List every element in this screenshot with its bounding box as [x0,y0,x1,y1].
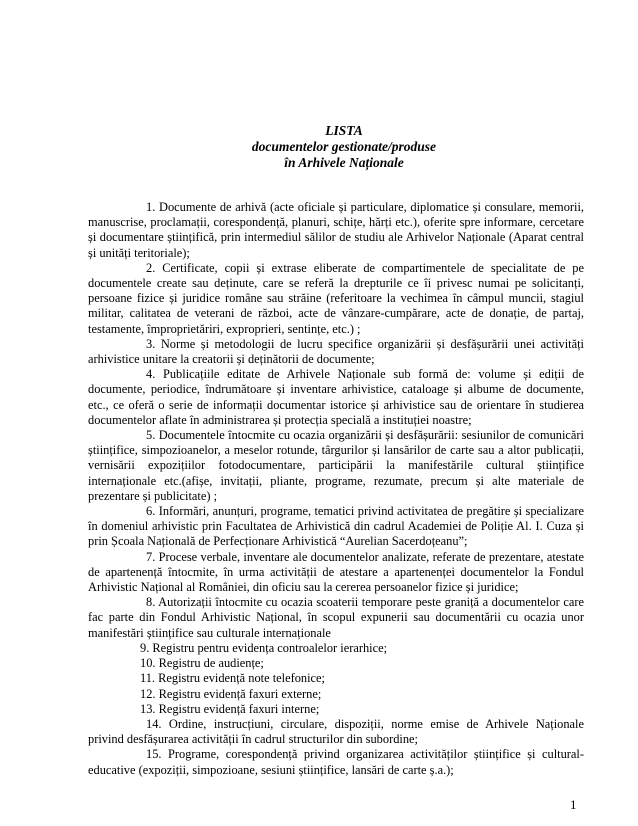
paragraph-3: 3. Norme și metodologii de lucru specifice organizării și desfășurării unei activități arhivistice unitare la creatorii și deținătorii de documente; [88,336,584,367]
register-item-13: 13. Registru evidență faxuri interne; [140,701,320,716]
title-line-2: documentelor gestionate/produse [251,139,437,154]
paragraph-8: 8. Autorizații întocmite cu ocazia scoaterii temporare peste graniță a documentelor care fac parte din Fondul Arhivistic Național, în scopul expunerii sau documentării cu ocazia unor manifestări științifice sau culturale internaționale [88,595,584,640]
register-item-11: 11. Registru evidență note telefonice; [140,671,325,686]
register-item-9: 9. Registru pentru evidența controalelor ierarhice; [140,640,388,655]
paragraph-15: 15. Programe, corespondență privind organizarea activităților științifice și cultural-educative (expoziții, simpozioane, sesiuni științifice, lansări de carte ș.a.); [88,747,584,777]
document-body [88,200,584,778]
paragraph-6: 6. Informări, anunțuri, programe, tematici privind activitatea de pregătire și specializare în domeniul arhivistic prin Facultatea de Arhivistică din cadrul Academiei de Poliție Al. I. Cuza și prin Școala Națională de Perfecționare Arhivistică “Aurelian Sacerdoțeanu”; [88,504,584,549]
paragraph-1: 1. Documente de arhivă (acte oficiale și particulare, diplomatice și consulare, memorii, manuscrise, proclamații, corespondență, planuri, schițe, hărți etc.), oferite spre informare, cercetare și documentare științifică, prin intermediul sălilor de studiu ale Arhivelor Naționale (Aparat central și unități teritoriale); [88,200,584,260]
paragraph-14: 14. Ordine, instrucțiuni, circulare, dispoziții, norme emise de Arhivele Naționale privind desfășurarea activității în cadrul structurilor din subordine; [88,716,584,747]
register-item-12: 12. Registru evidență faxuri externe; [140,686,322,701]
paragraph-2: 2. Certificate, copii și extrase eliberate de compartimentele de specialitate de pe documentele create sau deținute, care se referă la drepturile ce îi privesc numai pe solicitanți, persoane fizice și juridice române sau străine (referitoare la vechimea în câmpul muncii, stagiul militar, calitatea de veterani de război, acte de vânzare-cumpărare, acte de donație, de partaj, testamente, împroprietăriri, exproprieri, sentințe, etc.) ; [88,260,584,336]
page-number: 1 [570,797,577,812]
title-line-1: LISTA [325,123,363,138]
register-item-10: 10. Registru de audiențe; [140,656,264,671]
paragraph-5: 5. Documentele întocmite cu ocazia organizării și desfășurării: sesiunilor de comunicări științifice, simpozioanelor, a meselor rotunde, târgurilor și lansărilor de carte sau a altor publicații, vernisării expozițiilor fotodocumentare, participării la manifestările cultural științifice internaționale etc.(afișe, invitații, pliante, programe, rezumate, precum și alte materiale de prezentare și publicitate) ; [88,428,584,503]
title-line-3: în Arhivele Naționale [284,155,404,170]
document-title [0,123,638,171]
paragraph-7: 7. Procese verbale, inventare ale documentelor analizate, referate de prezentare, atestate de apartenență întocmite, în urma activității de atestare a apartenenței documentelor la Fondul Arhivistic Național al României, din oficiu sau la cererea persoanelor fizice și juridice; [88,549,584,595]
paragraph-4: 4. Publicațiile editate de Arhivele Naționale sub formă de: volume și ediții de documente, periodice, îndrumătoare și inventare arhivistice, cataloage și albume de documente, etc., ce oferă o serie de informații documentar istorice și arhivistice sau de orientare în studierea documentelor aflate în administrarea și protecția specială a instituției noastre; [88,367,584,427]
